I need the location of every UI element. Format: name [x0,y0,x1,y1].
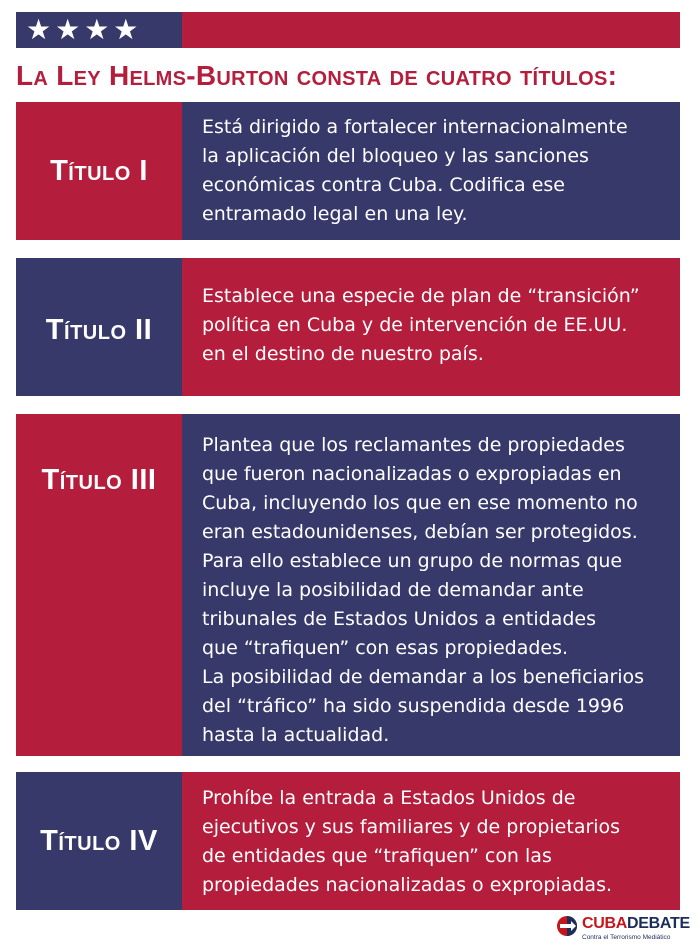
section-label: Título IV [16,772,182,910]
cubadebate-logo [556,914,696,950]
section-label: Título II [16,258,182,396]
section-text: Plantea que los reclamantes de propiedades que fueron nacionalizadas o expropiadas en Cuba, incluyendo los que en ese momento no eran estadounidenses, debían ser protegidos. Para ello establece un grupo de normas que incluye la posibilidad de demandar ante tribunales de Estados Unidos a entidades que “trafiquen” con esas propiedades. La posibilidad de demandar a los beneficiarios del “tráfico” ha sido suspendida desde 1996 hasta la actualidad. [182,414,680,756]
page-title: La Ley Helms-Burton consta de cuatro títulos: [16,60,618,91]
section-titulo-2 [16,258,680,396]
section-text: Establece una especie de plan de “transición” política en Cuba y de intervención de EE.UU. en el destino de nuestro país. [182,258,680,396]
section-titulo-1 [16,102,680,240]
section-label: Título I [16,102,182,240]
brand-part-debate: DEBATE [627,915,690,932]
section-label: Título III [16,414,182,756]
cubadebate-logo-icon [556,915,578,937]
section-text: Está dirigido a fortalecer internacionalmente la aplicación del bloqueo y las sanciones económicas contra Cuba. Codifica ese entramado legal en una ley. [182,102,680,240]
section-text: Prohíbe la entrada a Estados Unidos de ejecutivos y sus familiares y de propietarios de entidades que “trafiquen” con las propiedades nacionalizadas o expropiadas. [182,772,680,910]
brand-tagline: Contra el Terrorismo Mediático [582,934,671,941]
section-titulo-4 [16,772,680,910]
red-stripe [182,12,680,48]
stars-icon: ★★★★ [16,12,182,48]
brand-part-cuba: CUBA [582,915,628,932]
flag-banner [16,12,680,48]
brand-name [582,914,690,934]
section-titulo-3 [16,414,680,756]
